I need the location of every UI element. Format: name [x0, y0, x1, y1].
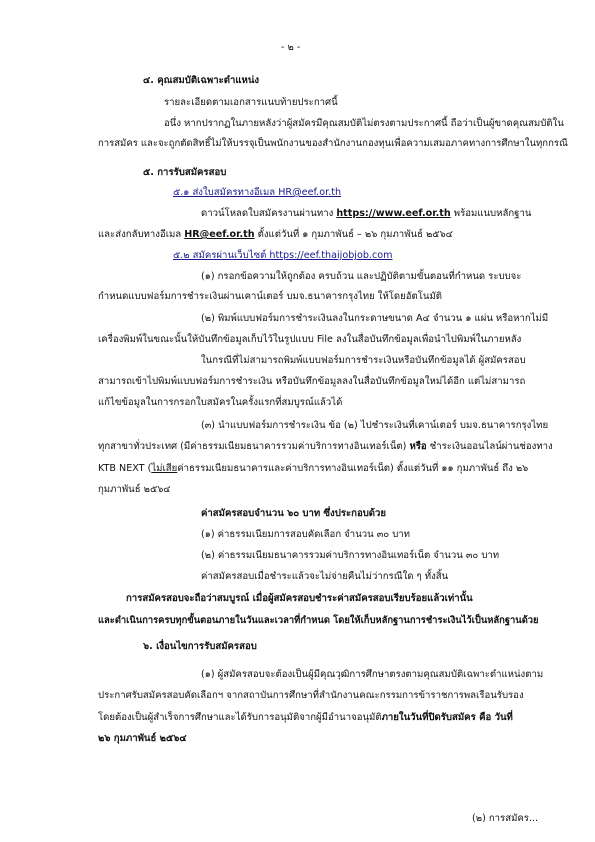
download-line [201, 207, 531, 220]
email-return-text: และส่งกลับทางอีเมล [98, 229, 185, 240]
web-apply-link[interactable]: ๕.๒ สมัครผ่านเว็บไซต์ https://eef.thaijobjob.com [173, 250, 393, 261]
email-return-dates: ตั้งแต่วันที่ ๑ กุมภาพันธ์ – ๒๖ กุมภาพันธ์ ๒๕๖๔ [254, 229, 453, 240]
step-2-line: แก้ไขข้อมูลในการกรอกใบสมัครในครั้งแรกที่สมบูรณ์แล้วได้ [98, 397, 343, 408]
deadline-date: ๒๖ กุมภาพันธ์ ๒๕๖๔ [98, 733, 187, 744]
section-6-line: (๑) ผู้สมัครสอบจะต้องเป็นผู้มีคุณวุฒิการศึกษาตรงตามคุณสมบัติเฉพาะตำแหน่งตาม [201, 669, 544, 680]
email-apply-link[interactable]: ๕.๑ ส่งใบสมัครทางอีเมล HR@eef.or.th [173, 187, 342, 198]
completion-note: การสมัครสอบจะถือว่าสมบูรณ์ เมื่อผู้สมัครสอบชำระค่าสมัครสอบเรียบร้อยแล้วเท่านั้น [126, 593, 473, 604]
fee-item: (๒) ค่าธรรมเนียมธนาคารรวมค่าบริการทางอินเทอร์เน็ต จำนวน ๓๐ บาท [201, 550, 500, 561]
step-2-line: เครื่องพิมพ์ในขณะนั้นให้บันทึกข้อมูลเก็บไว้ในรูปแบบ File ลงในสื่อบันทึกข้อมูลเพื่อนำไปพิมพ์ในภายหลัง [98, 334, 522, 345]
page-number: - ๒ - [281, 42, 301, 53]
section-4-heading: ๔. คุณสมบัติเฉพาะตำแหน่ง [143, 75, 260, 86]
section-6-line: ประกาศรับสมัครสอบคัดเลือกฯ จากสถาบันการศึกษาที่สำนักงานคณะกรรมการข้าราชการพลเรือนรับรอง [98, 690, 524, 701]
section-4-line: การสมัคร และจะถูกตัดสิทธิ์ไม่ให้บรรจุเป็นพนักงานของสำนักงานกองทุนเพื่อความเสมอภาคทางการศึกษาในทุกกรณี [98, 138, 568, 149]
website-link[interactable]: https://www.eef.or.th [336, 208, 451, 219]
section-6-text: โดยต้องเป็นผู้สำเร็จการศึกษาและได้รับการอนุมัติจากผู้มีอำนาจอนุมัติ [98, 712, 382, 723]
continuation-marker: (๒) การสมัคร... [472, 813, 539, 824]
section-6-heading: ๖. เงื่อนไขการรับสมัครสอบ [143, 641, 257, 652]
fee-heading: ค่าสมัครสอบจำนวน ๖๐ บาท ซึ่งประกอบด้วย [201, 508, 387, 519]
step-2-line: (๒) พิมพ์แบบฟอร์มการชำระเงินลงในกระดาษขนาด A๔ จำนวน ๑ แผ่น หรือหากไม่มี [201, 313, 549, 324]
step-1-line: กำหนดแบบฟอร์มการชำระเงินผ่านเคาน์เตอร์ บมจ.ธนาคารกรุงไทย ให้โดยอัตโนมัติ [98, 291, 443, 302]
ktb-text: KTB NEXT ( [98, 463, 152, 474]
ktb-text-end: ค่าธรรมเนียมธนาคารและค่าบริการทางอินเทอร์เน็ต) ตั้งแต่วันที่ ๑๑ กุมภาพันธ์ ถึง ๒๖ [177, 463, 529, 474]
step-2-line: ในกรณีที่ไม่สามารถพิมพ์แบบฟอร์มการชำระเงินหรือบันทึกข้อมูลได้ ผู้สมัครสอบ [201, 355, 526, 366]
deadline-text: ภายในวันที่ปิดรับสมัคร คือ วันที่ [381, 712, 513, 723]
step-3-line: (๓) นำแบบฟอร์มการชำระเงิน ข้อ (๒) ไปชำระเงินที่เคาน์เตอร์ บมจ.ธนาคารกรุงไทย [201, 420, 549, 431]
step-3-text-end: ชำระเงินออนไลน์ผ่านช่องทาง [426, 441, 553, 452]
section-4-line: อนึ่ง หากปรากฏในภายหลังว่าผู้สมัครมีคุณสมบัติไม่ตรงตามประกาศนี้ ถือว่าเป็นผู้ขาดคุณสมบัติใน [164, 118, 564, 129]
completion-note: และดำเนินการครบทุกขั้นตอนภายในวันและเวลาที่กำหนด โดยให้เก็บหลักฐานการชำระเงินไว้เป็นหลักฐานด้วย [98, 615, 539, 626]
step-3-line: กุมภาพันธ์ ๒๕๖๔ [98, 484, 171, 495]
download-text: ดาวน์โหลดใบสมัครงานผ่านทาง [201, 208, 337, 219]
no-fee-text: ไม่เสีย [151, 463, 178, 474]
fee-item: (๑) ค่าธรรมเนียมการสอบคัดเลือก จำนวน ๓๐ บาท [201, 529, 411, 540]
step-1-line: (๑) กรอกข้อความให้ถูกต้อง ครบถ้วน และปฏิบัติตามขั้นตอนที่กำหนด ระบบจะ [201, 271, 522, 282]
section-6-line [98, 711, 513, 724]
email-return-line [98, 228, 453, 241]
email-link[interactable]: HR@eef.or.th [184, 229, 255, 240]
step-3-or: หรือ [409, 441, 427, 452]
step-2-line: สามารถเข้าไปพิมพ์แบบฟอร์มการชำระเงิน หรือบันทึกข้อมูลลงในสื่อบันทึกข้อมูลใหม่ได้อีก แต่ไม่สามารถ [98, 376, 526, 387]
step-3-line [98, 462, 528, 475]
download-text-end: พร้อมแนบหลักฐาน [450, 208, 532, 219]
step-3-line [98, 440, 553, 453]
section-5-heading: ๕. การรับสมัครสอบ [143, 167, 227, 178]
fee-note: ค่าสมัครสอบเมื่อชำระแล้วจะไม่จ่ายคืนไม่ว่ากรณีใด ๆ ทั้งสิ้น [201, 571, 449, 582]
step-3-text: ทุกสาขาทั่วประเทศ (มีค่าธรรมเนียมธนาคารรวมค่าบริการทางอินเทอร์เน็ต) [98, 441, 410, 452]
section-4-line: รายละเอียดตามเอกสารแนบท้ายประกาศนี้ [164, 97, 338, 108]
